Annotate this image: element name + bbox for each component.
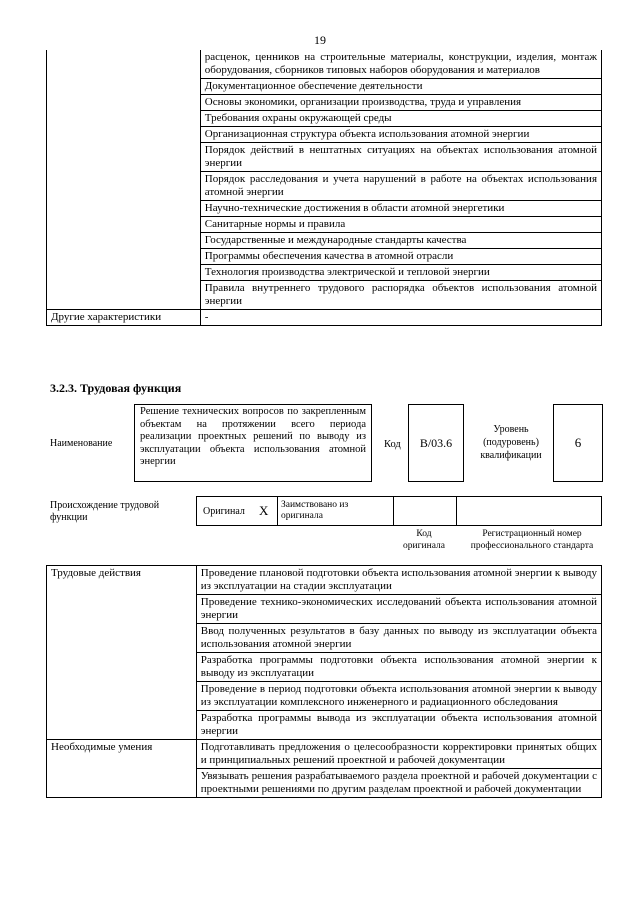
name-label: Наименование [50, 438, 113, 449]
list-item: Проведение плановой подготовки объекта использования атомной энергии к выводу из эксплуатации на стадии эксплуатации [196, 566, 601, 595]
code-value: В/03.6 [408, 404, 464, 482]
list-item: Программы обеспечения качества в атомной отрасли [200, 249, 601, 265]
list-item: Увязывать решения разрабатываемого раздела проектной и рабочей документации с проектными решениями по другим разделам проектной и рабочей документации [196, 769, 601, 798]
origin-label: Происхождение трудовой функции [50, 500, 160, 523]
origin-box [196, 496, 602, 526]
borrowed-label: Заимствовано из оригинала [281, 500, 349, 521]
list-item: Правила внутреннего трудового распорядка объектов использования атомной энергии [200, 281, 601, 310]
list-item: Порядок расследования и учета нарушений в работе на объектах использования атомной энергии [200, 172, 601, 201]
reg-caption: Регистрационный номер профессионального стандарта [470, 529, 594, 551]
list-item: Технология производства электрической и тепловой энергии [200, 265, 601, 281]
list-item: Разработка программы подготовки объекта использования атомной энергии к выводу из эксплуатации [196, 653, 601, 682]
list-item: Ввод полученных результатов в базу данных по выводу из эксплуатации объекта использования атомной энергии [196, 624, 601, 653]
origin-code-cell [393, 497, 457, 525]
list-item: Научно-технические достижения в области атомной энергетики [200, 201, 601, 217]
list-item: Организационная структура объекта использования атомной энергии [200, 127, 601, 143]
list-item: Государственные и международные стандарты качества [200, 233, 601, 249]
function-table [46, 565, 602, 798]
actions-label: Трудовые действия [47, 566, 197, 740]
other-value: - [200, 310, 601, 326]
level-label: Уровень (подуровень) квалификации [480, 424, 542, 461]
code-caption: Код оригинала [403, 529, 445, 551]
function-name: Решение технических вопросов по закрепленным объектам на протяжении всего периода реализации проектных решений по выводу из эксплуатации объекта использования атомной энергии [134, 404, 372, 482]
skills-label: Необходимые умения [47, 740, 197, 798]
code-label: Код [384, 439, 401, 450]
list-item: Документационное обеспечение деятельности [200, 79, 601, 95]
list-item: Основы экономики, организации производства, труда и управления [200, 95, 601, 111]
list-item: Разработка программы вывода из эксплуатации объекта использования атомной энергии [196, 711, 601, 740]
list-item: Требования охраны окружающей среды [200, 111, 601, 127]
original-label: Оригинал [203, 506, 245, 517]
list-item: Санитарные нормы и правила [200, 217, 601, 233]
table-row [47, 310, 602, 326]
list-item: Подготавливать предложения о целесообразности корректировки принятых общих и принципиальных решений проектной и рабочей документации [196, 740, 601, 769]
page-number: 19 [314, 33, 326, 47]
other-label: Другие характеристики [47, 310, 201, 326]
table-row [47, 740, 602, 769]
original-cell [197, 497, 278, 525]
knowledge-table [46, 50, 602, 326]
section-title: 3.2.3. Трудовая функция [50, 381, 182, 395]
table-row [47, 566, 602, 595]
list-item: Проведение технико-экономических исследований объекта использования атомной энергии [196, 595, 601, 624]
list-item: Проведение в период подготовки объекта использования атомной энергии к выводу из эксплуатации комплексного инженерного и радиационного обследования [196, 682, 601, 711]
table-row [47, 50, 602, 79]
list-item: Порядок действий в нештатных ситуациях на объектах использования атомной энергии [200, 143, 601, 172]
list-item: расценок, ценников на строительные материалы, конструкции, изделия, монтаж оборудования, сборников типовых наборов оборудования и материалов [200, 50, 601, 79]
knowledge-label-cell [47, 50, 201, 310]
level-value: 6 [553, 404, 603, 482]
original-mark: X [259, 503, 269, 518]
